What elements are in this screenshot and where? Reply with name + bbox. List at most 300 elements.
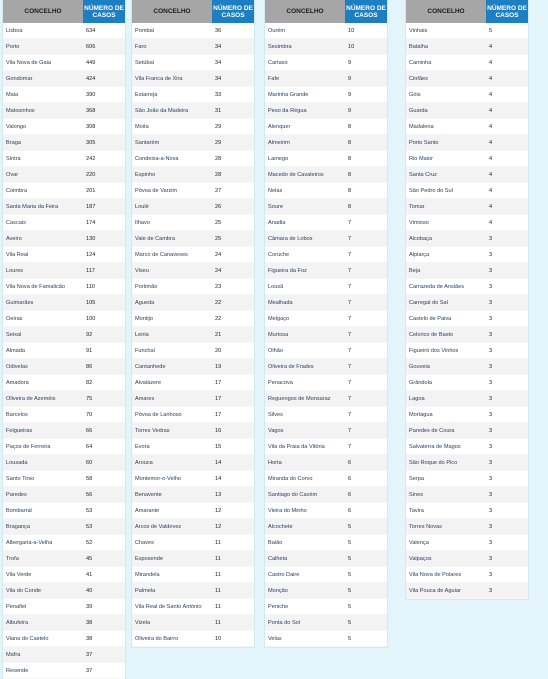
concelho-name: Paredes [6,491,27,498]
case-count: 25 [215,219,222,226]
case-count: 110 [86,283,95,290]
table-row [3,567,125,583]
concelho-name: Alcobaça [409,235,433,242]
case-count: 8 [348,155,352,162]
table-row [265,487,387,503]
concelho-name: Carrazeda de Ansiães [409,283,465,290]
concelho-name: Valongo [6,123,27,130]
concelho-name: Peniche [268,603,289,610]
concelho-name: Vimioso [409,219,429,226]
table-row [132,551,254,567]
concelho-name: Barcelos [6,411,28,418]
case-count: 75 [86,395,93,402]
concelho-name: Vila Nova de Gaia [6,59,51,66]
case-count: 66 [86,427,93,434]
table-row [132,215,254,231]
table-row [406,103,528,119]
header-casos: NÚMERO DE CASOS [212,0,254,23]
concelho-name: Vila Nova de Famalicão [6,283,65,290]
table-row [132,39,254,55]
case-count: 45 [86,555,93,562]
table-row [265,247,387,263]
case-count: 53 [86,523,93,530]
table-col-3 [265,0,387,647]
case-count: 3 [489,587,493,594]
case-count: 91 [86,347,93,354]
case-count: 5 [489,27,493,34]
table-row [132,631,254,647]
case-count: 10 [348,43,355,50]
table-row [265,615,387,631]
table-row [406,135,528,151]
table-row [406,55,528,71]
case-count: 3 [489,555,493,562]
case-count: 33 [215,91,222,98]
concelho-name: Paços de Ferreira [6,443,51,450]
case-count: 187 [86,203,96,210]
concelho-name: Vale de Cambra [135,235,176,242]
case-count: 5 [348,539,352,546]
case-count: 634 [86,27,96,34]
case-count: 25 [215,235,222,242]
table-row [3,615,125,631]
table-row [265,231,387,247]
table-row [132,407,254,423]
table-row [3,407,125,423]
concelho-name: Almada [6,347,25,354]
table-row [3,103,125,119]
concelho-name: Aveiro [6,235,22,242]
case-count: 130 [86,235,96,242]
case-count: 10 [215,635,222,642]
case-count: 39 [86,603,93,610]
table-row [3,119,125,135]
case-count: 3 [489,427,493,434]
concelho-name: Gouveia [409,363,430,370]
table-row [3,551,125,567]
table-row [132,135,254,151]
concelho-name: Arouca [135,459,153,466]
case-count: 7 [348,427,352,434]
case-count: 3 [489,491,493,498]
case-count: 28 [215,171,222,178]
concelho-name: Peso da Régua [268,107,307,114]
table-row [406,311,528,327]
concelho-name: Alenquer [268,123,291,130]
concelho-name: Benavente [135,491,162,498]
table-row [265,359,387,375]
case-count: 3 [489,331,493,338]
case-count: 8 [348,139,352,146]
concelho-name: Anadia [268,219,286,226]
concelho-name: Baião [268,539,283,546]
concelho-name: Vila Real de Santo António [135,603,202,610]
table-row [132,439,254,455]
concelho-name: Alvaiázere [135,379,162,386]
case-count: 7 [348,331,352,338]
case-count: 70 [86,411,93,418]
case-count: 22 [215,299,222,306]
case-count: 82 [86,379,93,386]
table-row [265,599,387,615]
case-count: 34 [215,43,222,50]
concelho-name: Salvaterra de Magos [409,443,461,450]
case-count: 3 [489,411,493,418]
case-count: 11 [215,539,221,546]
concelho-name: Ílhavo [135,219,150,226]
case-count: 7 [348,315,352,322]
table-row [132,55,254,71]
case-count: 8 [348,187,352,194]
table-row [265,103,387,119]
concelho-name: Olhão [268,347,283,354]
concelho-name: Santiago do Cacém [268,491,318,498]
concelho-name: Albergaria-a-Velha [6,539,53,546]
table-row [132,519,254,535]
case-count: 14 [215,475,222,482]
concelho-name: Arcos de Valdevez [135,523,182,530]
concelho-name: Viana do Castelo [6,635,49,642]
concelho-name: Leiria [135,331,149,338]
concelho-name: Porto Santo [409,139,439,146]
concelho-name: Murtosa [268,331,289,338]
table-row [406,199,528,215]
case-count: 29 [215,139,222,146]
case-count: 34 [215,75,222,82]
case-count: 7 [348,283,352,290]
table-col-1 [3,0,125,679]
table-row [132,375,254,391]
table-row [265,407,387,423]
table-row [3,263,125,279]
case-count: 9 [348,75,352,82]
concelho-name: Macedo de Cavaleiros [268,171,324,178]
table-row [132,487,254,503]
table-row [3,663,125,679]
table-row [406,295,528,311]
concelho-name: Penacova [268,379,293,386]
table-row [132,167,254,183]
case-count: 174 [86,219,96,226]
header-casos: NÚMERO DE CASOS [345,0,387,23]
case-count: 6 [348,507,352,514]
table-row [406,503,528,519]
concelho-name: Lagoa [409,395,425,402]
case-count: 305 [86,139,96,146]
concelho-name: Figueira da Foz [268,267,307,274]
case-count: 5 [348,635,352,642]
concelho-name: Vila Pouca de Aguiar [409,587,461,594]
case-count: 13 [215,491,222,498]
concelho-name: Faro [135,43,147,50]
table-row [406,71,528,87]
table-row [406,167,528,183]
concelho-name: Vila Real [6,251,29,258]
table-row [3,151,125,167]
concelho-name: Câmara de Lobos [268,235,313,242]
table-row [3,183,125,199]
case-count: 17 [215,379,222,386]
concelho-name: Mafra [6,651,21,658]
table-row [3,375,125,391]
case-count: 5 [348,603,352,610]
case-count: 10 [348,27,355,34]
case-count: 29 [215,123,222,130]
concelho-name: Vila Verde [6,571,32,578]
table-row [3,439,125,455]
case-count: 100 [86,315,96,322]
concelho-name: Valença [409,539,429,546]
case-count: 368 [86,107,96,114]
table-row [406,407,528,423]
case-count: 52 [86,539,93,546]
table-row [3,455,125,471]
concelho-name: Mealhada [268,299,293,306]
concelho-name: Bragança [6,523,30,530]
table-row [406,567,528,583]
concelho-name: Castro Daire [268,571,300,578]
table-row [265,439,387,455]
case-count: 606 [86,43,96,50]
table-row [132,199,254,215]
concelho-name: Porto [6,43,20,50]
table-row [406,23,528,39]
table-row [406,583,528,599]
concelho-name: Vila da Praia da Vitória [268,443,325,450]
concelho-name: Reguengos de Monsaraz [268,395,331,402]
case-count: 53 [86,507,93,514]
case-count: 9 [348,59,352,66]
concelho-name: Cinfães [409,75,428,82]
concelho-name: Serpa [409,475,424,482]
case-count: 92 [86,331,93,338]
case-count: 449 [86,59,96,66]
concelho-name: Lisboa [6,27,23,34]
case-count: 17 [215,411,222,418]
case-count: 7 [348,347,352,354]
table-row [132,583,254,599]
concelho-name: Penafiel [6,603,27,610]
case-count: 41 [86,571,93,578]
table-col-2 [132,0,254,647]
case-count: 4 [489,219,493,226]
table-row [3,503,125,519]
case-count: 26 [215,203,222,210]
table-row [3,647,125,663]
case-count: 22 [215,315,222,322]
case-count: 60 [86,459,93,466]
table-row [3,631,125,647]
case-count: 64 [86,443,93,450]
concelho-name: Amadora [6,379,29,386]
case-count: 31 [215,107,222,114]
table-row [3,295,125,311]
case-count: 3 [489,235,493,242]
table-row [132,119,254,135]
concelho-name: Sines [409,491,423,498]
case-count: 390 [86,91,96,98]
case-count: 201 [86,187,96,194]
table-row [132,343,254,359]
table-row [132,279,254,295]
table-row [265,55,387,71]
concelho-name: Loulé [135,203,149,210]
table-row [406,359,528,375]
table-row [132,311,254,327]
table-row [132,599,254,615]
table-row [265,295,387,311]
case-count: 38 [86,619,93,626]
case-count: 7 [348,235,352,242]
table-row [132,567,254,583]
table-row [265,391,387,407]
case-count: 220 [86,171,96,178]
case-count: 11 [215,619,221,626]
table-row [3,471,125,487]
concelho-name: Resende [6,667,29,674]
case-count: 3 [489,315,493,322]
concelho-name: Tomar [409,203,425,210]
concelho-name: Trofa [6,555,19,562]
table-row [132,455,254,471]
table-row [406,535,528,551]
concelho-name: Torres Vedras [135,427,170,434]
table-row [406,183,528,199]
concelho-name: Pombal [135,27,154,34]
table-row [3,279,125,295]
concelho-name: Ourém [268,27,286,34]
case-count: 4 [489,155,493,162]
case-count: 4 [489,75,493,82]
case-count: 3 [489,571,493,578]
table-row [265,631,387,647]
concelho-name: São João da Madeira [135,107,189,114]
header-casos: NÚMERO DE CASOS [83,0,125,23]
concelho-name: Coimbra [6,187,28,194]
case-count: 37 [86,651,93,658]
table-row [132,87,254,103]
concelho-name: Vieira do Minho [268,507,307,514]
table-row [406,231,528,247]
header-concelho: CONCELHO [406,0,486,23]
case-count: 11 [215,587,221,594]
concelho-name: Palmela [135,587,156,594]
case-count: 40 [86,587,93,594]
case-count: 3 [489,507,493,514]
table-row [265,151,387,167]
table-row [406,375,528,391]
concelho-name: Melgaço [268,315,290,322]
table-row [132,535,254,551]
table-row [132,295,254,311]
concelho-name: Paredes de Coura [409,427,455,434]
case-count: 3 [489,395,493,402]
concelho-name: Felgueiras [6,427,33,434]
concelho-name: Portimão [135,283,158,290]
concelho-name: Mortágua [409,411,433,418]
case-count: 7 [348,379,352,386]
concelho-name: Tavira [409,507,424,514]
case-count: 7 [348,299,352,306]
table-row [265,471,387,487]
table-row [132,231,254,247]
concelho-name: Guarda [409,107,428,114]
case-count: 19 [215,363,222,370]
table-row [265,279,387,295]
table-row [132,615,254,631]
concelho-name: Beja [409,267,421,274]
case-count: 20 [215,347,222,354]
concelho-name: Odivelas [6,363,28,370]
concelho-name: Oliveira de Frades [268,363,314,370]
concelho-name: Setúbal [135,59,154,66]
table-row [406,343,528,359]
table-body [406,23,528,599]
table-body [132,23,254,647]
table-row [265,519,387,535]
concelho-name: Santa Maria da Feira [6,203,59,210]
concelho-name: Góis [409,91,421,98]
concelho-name: Póvoa de Varzim [135,187,178,194]
table-row [265,167,387,183]
table-row [265,455,387,471]
concelho-name: Esposende [135,555,163,562]
concelho-name: Santarém [135,139,160,146]
header-concelho: CONCELHO [265,0,345,23]
concelho-name: Cantanhede [135,363,166,370]
concelho-name: Lousã [268,283,284,290]
table-row [265,215,387,231]
header-casos: NÚMERO DE CASOS [486,0,528,23]
case-count: 5 [348,587,352,594]
concelho-name: Rio Maior [409,155,433,162]
case-count: 3 [489,475,493,482]
case-count: 3 [489,347,493,354]
case-count: 124 [86,251,96,258]
case-count: 23 [215,283,222,290]
table-row [265,183,387,199]
concelho-name: Marinha Grande [268,91,309,98]
table-row [265,327,387,343]
case-count: 56 [86,491,93,498]
case-count: 4 [489,123,493,130]
case-count: 58 [86,475,93,482]
table-row [406,279,528,295]
case-count: 12 [215,523,222,530]
table-row [3,23,125,39]
concelho-name: Cascais [6,219,26,226]
table-row [406,423,528,439]
concelho-name: Guimarães [6,299,34,306]
table-row [132,151,254,167]
table-row [132,247,254,263]
case-count: 4 [489,203,493,210]
table-row [265,263,387,279]
case-count: 3 [489,459,493,466]
concelho-name: Montijo [135,315,154,322]
table-header [132,0,254,23]
table-row [132,503,254,519]
table-row [265,87,387,103]
concelho-name: Figueiró dos Vinhos [409,347,459,354]
concelho-name: Sintra [6,155,21,162]
concelho-name: Loures [6,267,24,274]
case-count: 3 [489,267,493,274]
table-row [132,391,254,407]
table-row [3,327,125,343]
table-row [406,551,528,567]
concelho-name: Cartaxo [268,59,288,66]
